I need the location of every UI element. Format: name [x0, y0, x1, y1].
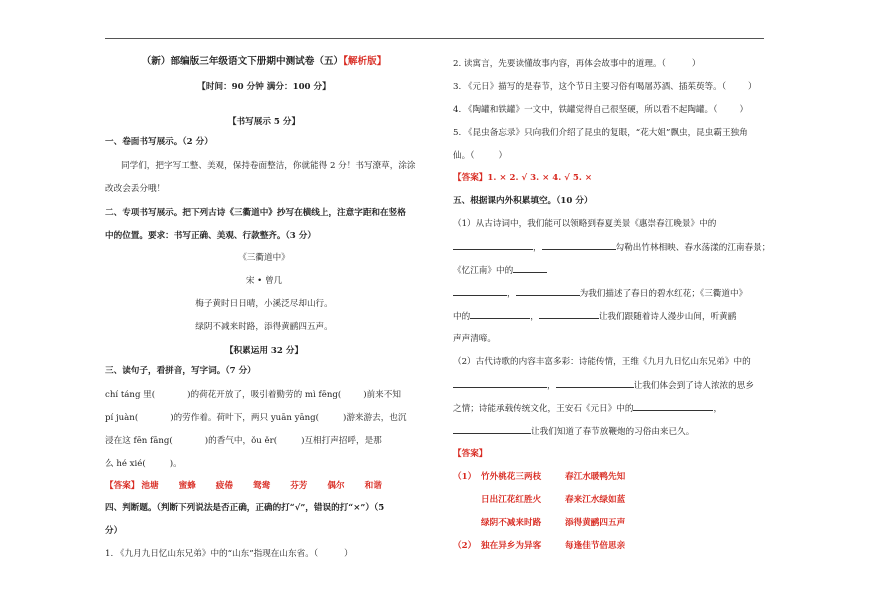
- q5-text: 让我们体会到了诗人浓浓的思乡: [633, 381, 754, 391]
- q3-line: [105, 413, 406, 424]
- q5-text: 声声清啼。: [453, 334, 496, 344]
- q3-answer-word: 和谐: [364, 481, 382, 491]
- blank-line[interactable]: [633, 403, 713, 411]
- q3-answer-word: 偶尔: [327, 481, 345, 491]
- q5-line: [453, 380, 754, 392]
- q5-answer-line: 每逢佳节倍思亲: [565, 541, 626, 551]
- q3-answer: [105, 481, 382, 492]
- header-rule: [105, 38, 764, 39]
- q3-text: )前来不知: [363, 390, 401, 400]
- q5-text: （2）古代诗歌的内容丰富多彩：诗能传情，王维《九月九日忆山东兄弟》中的: [453, 357, 751, 367]
- blank-line[interactable]: [516, 288, 580, 296]
- q5-answer-num: （2）: [453, 541, 477, 551]
- q4-heading: 四、判断题。（判断下列说法是否正确，正确的打“√”，错误的打“×”）（5: [105, 503, 385, 513]
- q3-answer-word: 池塘: [141, 481, 159, 491]
- q3-text: )。: [169, 459, 182, 469]
- q5-answer-row: [453, 518, 625, 529]
- q1-heading: 一、卷面书写展示。（2 分）: [105, 137, 213, 147]
- q3-text: )游来游去，也沉: [342, 413, 407, 423]
- q5-text: 之情；诗能承载传统文化，王安石《元日》中的: [453, 404, 634, 414]
- q5-text: 为我们描述了春日的碧水红花；《三衢道中》: [579, 289, 748, 299]
- poem-title: 《三衢道中》: [238, 253, 290, 263]
- section-writing: 【书写展示 5 分】: [227, 117, 301, 127]
- q5-line: [453, 403, 722, 415]
- blank-line[interactable]: [539, 311, 599, 319]
- q3-text: 浸在这 fēn fāng(: [105, 436, 173, 446]
- q4-text: 4. 《陶罐和铁罐》一文中，铁罐觉得自己很坚硬，所以看不起陶罐。（: [453, 105, 718, 115]
- q5-line: [453, 311, 736, 323]
- q4-text: ）: [691, 59, 701, 69]
- q5-answer-row: [453, 495, 625, 506]
- q3-text: chí táng 里(: [105, 390, 156, 400]
- q3-line: [105, 390, 401, 401]
- q5-answer-line: 春来江水绿如蓝: [565, 495, 626, 505]
- blank-line[interactable]: [453, 380, 547, 388]
- q5-text: 让我们跟随着诗人漫步山间，听黄鹂: [598, 312, 737, 322]
- q3-line: [105, 459, 182, 470]
- q4-text: ）: [344, 549, 353, 559]
- q5-answer-line: 春江水暖鸭先知: [565, 472, 626, 482]
- q5-text: 中的: [453, 312, 471, 322]
- q5-answer-line: 独在异乡为异客: [481, 541, 542, 551]
- q4-text: 3. 《元日》描写的是春节，这个节日主要习俗有喝屠苏酒、插茱萸等。（: [453, 82, 727, 92]
- q1-body: 改改会丢分哦！: [105, 184, 166, 194]
- q5-line: [453, 265, 547, 277]
- q5-answer-label: 【答案】: [453, 449, 488, 459]
- q1-body: 同学们，把字写工整、美观，保持卷面整洁，你就能得 2 分！书写潦草，涂涂: [121, 161, 416, 171]
- q4-item: [105, 549, 353, 560]
- section-accumulation: 【积累运用 32 分】: [224, 346, 304, 356]
- q3-text: pí juàn(: [105, 413, 139, 423]
- q3-text: )的荷花开放了，吸引着勤劳的 mì fēng(: [187, 390, 342, 400]
- q5-line: [453, 426, 694, 438]
- poem-line: 绿阴不减来时路，添得黄鹂四五声。: [195, 322, 333, 332]
- q3-text: )互相打声招呼，是那: [301, 436, 382, 446]
- q4-text: ）: [748, 82, 757, 92]
- q4-text: ）: [498, 151, 508, 161]
- title-main: （新）部编版三年级语文下册期中测试卷（五）: [141, 56, 344, 67]
- q5-text: （1）从古诗词中，我们能可以领略到春夏美景《惠崇春江晚景》中的: [453, 219, 717, 229]
- document-title: [105, 56, 423, 68]
- q5-text: ，: [547, 381, 556, 391]
- q5-text: 勾勒出竹林相映、春水荡漾的江南春景；: [615, 243, 771, 253]
- q5-text: 让我们知道了春节放鞭炮的习俗由来已久。: [531, 427, 695, 437]
- poem-line: 梅子黄时日日晴，小溪泛尽却山行。: [195, 299, 333, 309]
- q5-text: ，: [530, 312, 539, 322]
- poem-author: 宋 • 曾几: [245, 276, 283, 286]
- q3-answer-word: 芬芳: [290, 481, 308, 491]
- q5-text: 《忆江南》中的: [453, 266, 514, 276]
- q5-answer-row: [453, 541, 625, 552]
- q4-item: [453, 105, 748, 116]
- q5-line: [453, 242, 770, 254]
- title-tag: 【解析版】: [343, 56, 387, 67]
- blank-line[interactable]: [542, 242, 616, 250]
- blank-line[interactable]: [453, 242, 533, 250]
- q4-text: 2. 读寓言，先要读懂故事内容，再体会故事中的道理。（: [453, 59, 666, 69]
- q4-item: 5. 《昆虫备忘录》只向我们介绍了昆虫的复眼，“花大姐”飘虫，昆虫霸王独角: [453, 128, 748, 138]
- blank-line[interactable]: [470, 311, 530, 319]
- q5-heading: 五、根据课内外积累填空。（10 分）: [453, 196, 593, 206]
- q4-text: 仙。（: [453, 151, 475, 161]
- q5-answer-line: 日出江花红胜火: [481, 495, 542, 505]
- q3-text: )的香气中，ǒu ěr(: [204, 436, 278, 446]
- q3-answer-word: 蜜蜂: [178, 481, 196, 491]
- q3-line: [105, 436, 382, 447]
- q5-text: ，: [713, 404, 723, 414]
- q5-answer-line: 绿阴不减来时路: [481, 518, 542, 528]
- q4-item: [453, 151, 507, 162]
- blank-line[interactable]: [453, 426, 531, 434]
- blank-line[interactable]: [453, 288, 507, 296]
- q5-text: ，: [533, 243, 542, 253]
- q4-text: ）: [739, 105, 749, 115]
- q5-answer-line: 竹外桃花三两枝: [481, 472, 542, 482]
- q5-answer-row: [453, 472, 625, 483]
- q4-answer: [453, 173, 592, 184]
- time-line: 【时间：90 分钟 满分：100 分】: [197, 82, 331, 92]
- q2-heading: 二、专项书写展示。把下列古诗《三衢道中》抄写在横线上，注意字距和在竖格: [105, 208, 406, 218]
- q3-text: )的劳作着。荷叶下，两只 yuān yāng(: [170, 413, 319, 423]
- q4-answer-values: 1. × 2. √ 3. × 4. √ 5. ×: [487, 173, 593, 183]
- q5-text: ，: [507, 289, 516, 299]
- blank-line[interactable]: [556, 380, 634, 388]
- q4-text: 1. 《九月九日忆山东兄弟》中的“山东”指现在山东省。（: [105, 549, 319, 559]
- q5-answer-line: 添得黄鹂四五声: [565, 518, 626, 528]
- answer-label: 【答案】: [105, 481, 140, 491]
- q4-heading: 分）: [105, 526, 123, 536]
- q3-heading: 三、读句子，看拼音，写字词。（7 分）: [105, 366, 256, 376]
- q3-answer-word: 疲倦: [215, 481, 233, 491]
- q5-line: [453, 288, 747, 300]
- q3-text: 么 hé xié(: [105, 459, 146, 469]
- q4-item: [453, 82, 757, 93]
- q3-answer-word: 鸳鸯: [253, 481, 271, 491]
- q5-answer-num: （1）: [453, 472, 477, 482]
- answer-label: 【答案】: [453, 173, 488, 183]
- q4-item: [453, 59, 701, 70]
- blank-line[interactable]: [513, 265, 547, 273]
- q2-heading: 中的位置。要求：书写正确、美观、行款整齐。（3 分）: [105, 231, 316, 241]
